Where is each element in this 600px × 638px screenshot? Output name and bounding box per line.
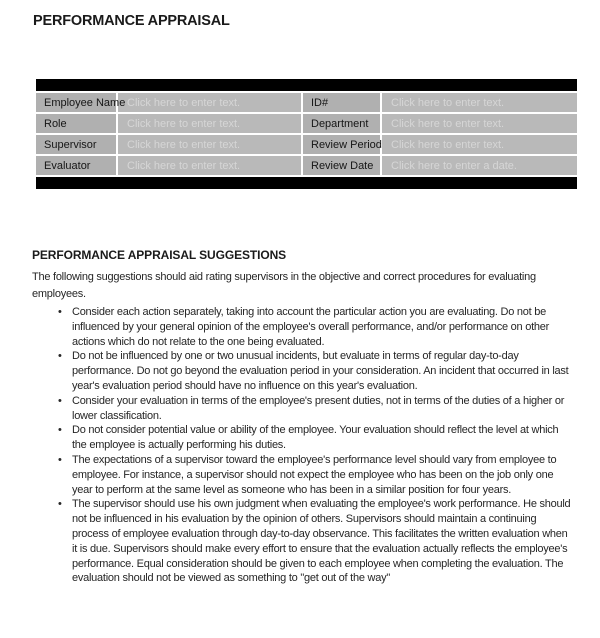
department-input[interactable]: Click here to enter text. (382, 114, 577, 133)
id-label: ID# (303, 93, 380, 112)
table-row (36, 114, 577, 133)
review-period-input[interactable]: Click here to enter text. (382, 135, 577, 154)
employee-name-label: Employee Name (36, 93, 116, 112)
employee-info-table (34, 77, 579, 191)
review-date-input[interactable]: Click here to enter a date. (382, 156, 577, 175)
table-row (36, 156, 577, 175)
table-top-bar (36, 79, 577, 91)
suggestions-heading: PERFORMANCE APPRAISAL SUGGESTIONS (32, 248, 287, 262)
table-row (36, 93, 577, 112)
suggestions-intro: The following suggestions should aid rating supervisors in the objective and correct procedures for evaluating employees. (32, 271, 536, 300)
suggestion-item: • Do not be influenced by one or two unusual incidents, but evaluate in terms of regular day-to-day performance. Do not go beyond the evaluation period in your consideration. An incident that occurred in last year's evaluation period should have no influence on this year's evaluation. (32, 349, 572, 393)
review-date-label: Review Date (303, 156, 380, 175)
role-input[interactable]: Click here to enter text. (118, 114, 301, 133)
page-title: PERFORMANCE APPRAISAL (33, 13, 230, 29)
supervisor-input[interactable]: Click here to enter text. (118, 135, 301, 154)
table-footer-bar-row (36, 177, 577, 189)
department-label: Department (303, 114, 380, 133)
suggestions-list (32, 305, 572, 586)
suggestion-item: • The supervisor should use his own judgment when evaluating the employee's work performance. He should not be influenced in his evaluation by the opinion of others. Supervisors should maintain a continuing process of employee evaluation through day-to-day observance. This facilitates the written evaluation when it is due. Supervisors should make every effort to ensure that the evaluation actually reflects the employee's performance. Equal consideration should be given to each employee when completing the evaluation. The evaluation should not be viewed as something to "get out of the way" (32, 497, 572, 586)
id-input[interactable]: Click here to enter text. (382, 93, 577, 112)
supervisor-label: Supervisor (36, 135, 116, 154)
table-bottom-bar (36, 177, 577, 189)
employee-name-input[interactable]: Click here to enter text. (118, 93, 301, 112)
suggestion-item: • Do not consider potential value or ability of the employee. Your evaluation should reflect the level at which the employee is actually performing his duties. (32, 423, 572, 453)
suggestion-item: • Consider your evaluation in terms of the employee's present duties, not in terms of the duties of a higher or lower classification. (32, 394, 572, 424)
table-header-bar-row (36, 79, 577, 91)
table-row (36, 135, 577, 154)
role-label: Role (36, 114, 116, 133)
evaluator-label: Evaluator (36, 156, 116, 175)
suggestion-item: • Consider each action separately, taking into account the particular action you are evaluating. Do not be influenced by your general opinion of the employee's overall performance, and/or performance on other actions which do not relate to the one being evaluated. (32, 305, 572, 349)
evaluator-input[interactable]: Click here to enter text. (118, 156, 301, 175)
review-period-label: Review Period (303, 135, 380, 154)
suggestion-item: • The expectations of a supervisor toward the employee's performance level should vary from employee to employee. For instance, a supervisor should not expect the employee who has been on the job only one year to perform at the same level as someone who has been in a similar position for four years. (32, 453, 572, 497)
